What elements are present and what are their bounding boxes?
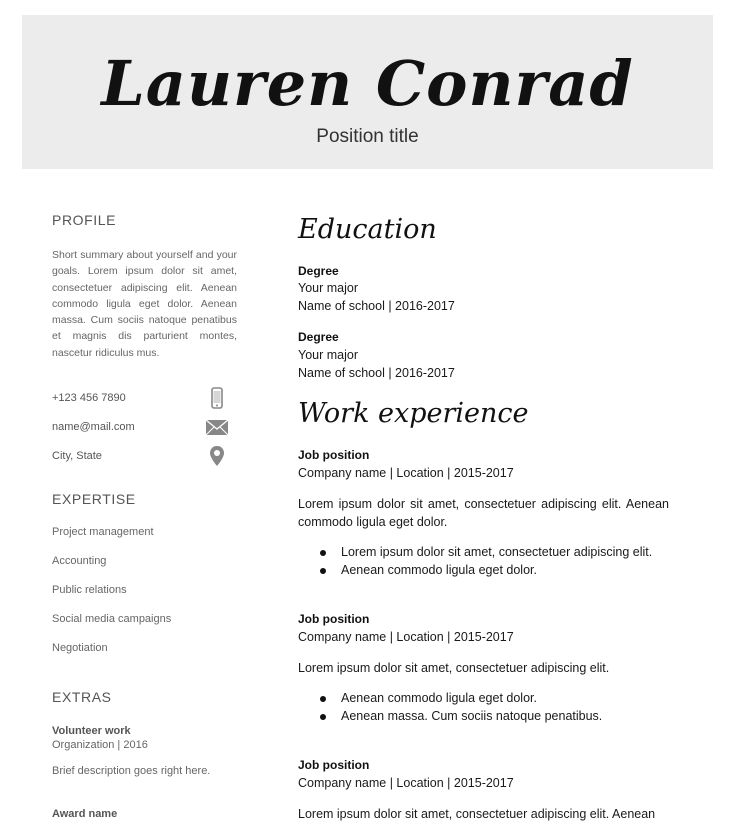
volunteer-organization: Organization | 2016 [52,739,148,751]
job-summary: Lorem ipsum dolor sit amet, consectetuer adipiscing elit. Aenean commodo ligula eget dolor. [298,497,669,529]
map-pin-icon [205,444,229,468]
expertise-item: Negotiation [52,642,108,654]
education-heading: Education [298,214,437,245]
contact-location [52,450,237,470]
job-position: Job position [298,612,370,626]
job-bullet: Lorem ipsum dolor sit amet, consectetuer adipiscing elit. [341,545,653,559]
contact-email [52,421,237,441]
job-company: Company name | Location | 2015-2017 [298,466,514,480]
resume-header [22,15,713,169]
education-major: Your major [298,281,358,295]
work-experience-heading: Work experience [298,398,529,429]
contact-phone [52,392,237,412]
education-school: Name of school | 2016-2017 [298,366,455,380]
job-company: Company name | Location | 2015-2017 [298,630,514,644]
education-degree: Degree [298,264,339,278]
job-company: Company name | Location | 2015-2017 [298,776,514,790]
phone-text: +123 456 7890 [52,392,126,404]
job-summary: Lorem ipsum dolor sit amet, consectetuer adipiscing elit. Aenean [298,807,656,821]
job-position: Job position [298,448,370,462]
education-degree: Degree [298,330,339,344]
job-position: Job position [298,758,370,772]
job-bullet: Aenean commodo ligula eget dolor. [341,563,537,577]
profile-heading: PROFILE [52,212,117,228]
email-text: name@mail.com [52,421,135,433]
expertise-item: Accounting [52,555,107,567]
education-school: Name of school | 2016-2017 [298,299,455,313]
envelope-icon [205,415,229,439]
expertise-item: Project management [52,526,154,538]
volunteer-title: Volunteer work [52,725,131,737]
phone-icon [205,386,229,410]
job-bullet: Aenean commodo ligula eget dolor. [341,691,537,705]
position-title: Position title [316,126,419,147]
profile-summary: Short summary about yourself and your goals. Lorem ipsum dolor sit amet, consectetuer adipiscing elit. Aenean commodo ligula eget dolor. Aenean massa. Cum sociis natoque penatibus et magnis dis parturient montes, nascetur ridiculus mus. [52,249,237,359]
expertise-item: Social media campaigns [52,613,172,625]
extras-heading: EXTRAS [52,689,112,705]
volunteer-description: Brief description goes right here. [52,765,211,777]
candidate-name: Lauren Conrad [101,47,634,120]
job-summary: Lorem ipsum dolor sit amet, consectetuer adipiscing elit. [298,661,610,675]
education-major: Your major [298,348,358,362]
expertise-heading: EXPERTISE [52,491,136,507]
expertise-item: Public relations [52,584,127,596]
job-bullet: Aenean massa. Cum sociis natoque penatibus. [341,709,603,723]
award-title: Award name [52,808,118,820]
location-text: City, State [52,450,102,462]
